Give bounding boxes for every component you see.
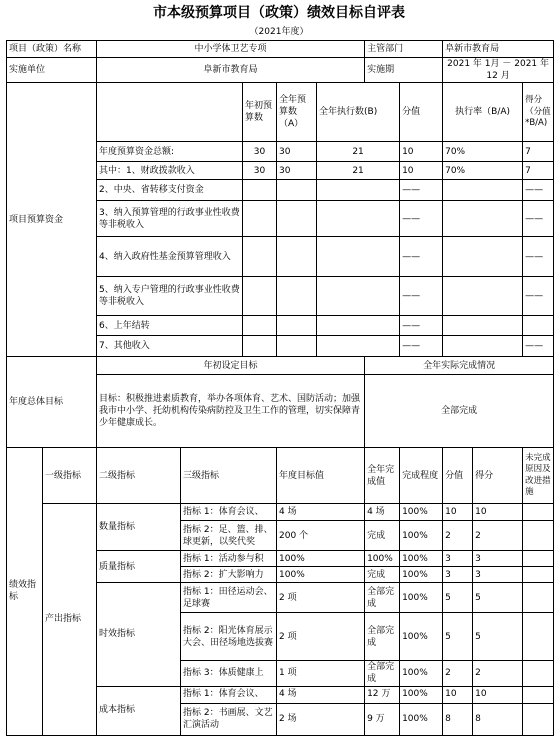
budget-row-points: 7 (523, 142, 554, 162)
budget-row-label: 3、纳入预算管理的行政事业性收费等非税收入 (97, 201, 243, 237)
indicator-degree: 100% (400, 567, 443, 583)
indicator-name: 指标 2：扩大影响力 (181, 567, 277, 583)
budget-row-points (523, 316, 554, 336)
indicator-actual: 12 万 (365, 686, 400, 703)
dept-value: 阜新市教育局 (443, 41, 554, 58)
indicator-level1-output: 产出指标 (43, 504, 97, 735)
indicator-reason (523, 613, 554, 661)
budget-row-full (277, 201, 317, 237)
indicator-section-label: 绩效指标 (7, 448, 43, 735)
annual-goal-actual-text: 全部完成 (365, 375, 554, 448)
indicator-target: 2 场 (277, 703, 365, 735)
budget-row-initial (243, 316, 277, 336)
budget-row-initial (243, 237, 277, 277)
impl-unit-value: 阜新市教育局 (97, 58, 365, 83)
budget-row-label: 年度预算资金总额: (97, 142, 243, 162)
indicator-points: 5 (473, 613, 523, 661)
budget-header-exec: 全年执行数(B) (317, 83, 400, 142)
indicator-points: 3 (473, 567, 523, 583)
indicator-actual: 全部完成 (365, 661, 400, 686)
indicator-target: 1 项 (277, 661, 365, 686)
indicator-reason (523, 583, 554, 613)
indicator-group-name: 数量指标 (97, 504, 181, 551)
indicator-header-score: 分值 (443, 448, 473, 504)
budget-row-initial: 30 (243, 142, 277, 162)
indicator-name: 指标 1：田径运动会、足球赛 (181, 583, 277, 613)
indicator-reason (523, 504, 554, 521)
indicator-points: 2 (473, 661, 523, 686)
info-row-impl (7, 58, 554, 83)
annual-goal-actual-header: 全年实际完成情况 (365, 357, 554, 375)
budget-row-full (277, 237, 317, 277)
indicator-group-name: 成本指标 (97, 686, 181, 735)
budget-row-label: 5、纳入专户管理的行政事业性收费等非税收入 (97, 277, 243, 316)
indicator-target: 100% (277, 551, 365, 567)
budget-row-rate (443, 237, 523, 277)
indicator-header-row (7, 448, 554, 504)
indicator-actual: 全部完成 (365, 583, 400, 613)
indicator-score: 3 (443, 551, 473, 567)
indicator-score: 2 (443, 521, 473, 551)
budget-row-full (277, 336, 317, 357)
indicator-row (7, 504, 554, 521)
indicator-header-target: 年度目标值 (277, 448, 365, 504)
budget-row-score: —— (400, 237, 443, 277)
document-title: 市本级预算项目（政策）绩效目标自评表 (153, 5, 405, 21)
budget-row-rate (443, 336, 523, 357)
indicator-points: 2 (473, 521, 523, 551)
budget-row-initial (243, 336, 277, 357)
budget-row-full: 30 (277, 142, 317, 162)
impl-period-label: 实施期 (365, 58, 443, 83)
budget-row-exec: 21 (317, 142, 400, 162)
indicator-target: 4 场 (277, 686, 365, 703)
indicator-reason (523, 686, 554, 703)
budget-row-points: —— (523, 277, 554, 316)
indicator-score: 5 (443, 583, 473, 613)
indicator-degree: 100% (400, 504, 443, 521)
indicator-degree: 100% (400, 686, 443, 703)
indicator-name: 指标 1：体育会议、 (181, 504, 277, 521)
info-row-project (7, 41, 554, 58)
budget-row-score: —— (400, 277, 443, 316)
indicator-degree: 100% (400, 551, 443, 567)
dept-label: 主管部门 (365, 41, 443, 58)
indicator-header-level3: 三级指标 (181, 448, 277, 504)
budget-row-score: —— (400, 180, 443, 201)
budget-row-points: 7 (523, 162, 554, 180)
indicator-degree: 100% (400, 703, 443, 735)
indicator-actual: 4 场 (365, 504, 400, 521)
budget-header-score: 分值 (400, 83, 443, 142)
impl-unit-label: 实施单位 (7, 58, 97, 83)
indicator-degree: 100% (400, 613, 443, 661)
indicator-header-degree: 完成程度 (400, 448, 443, 504)
budget-row-rate: 70% (443, 162, 523, 180)
budget-section-label: 项目预算资金 (7, 83, 97, 357)
indicator-actual: 9 万 (365, 703, 400, 735)
indicator-header-reason: 未完成原因及改进措施 (523, 448, 554, 504)
indicator-name: 指标 1：体育会议、 (181, 686, 277, 703)
indicator-header-level2: 二级指标 (97, 448, 181, 504)
budget-row-initial (243, 277, 277, 316)
budget-row-label: 4、纳入政府性基金预算管理收入 (97, 237, 243, 277)
indicator-target: 200 个 (277, 521, 365, 551)
indicator-group-name: 时效指标 (97, 583, 181, 686)
indicator-actual: 完成 (365, 567, 400, 583)
indicator-name: 指标 2：阳光体育展示大会、田径场地选拔赛 (181, 613, 277, 661)
budget-row-exec (317, 237, 400, 277)
budget-row-exec (317, 201, 400, 237)
budget-row-exec (317, 180, 400, 201)
document-subtitle: （2021年度） (249, 27, 309, 37)
indicator-name: 指标 3：体质健康上 (181, 661, 277, 686)
budget-row-full (277, 316, 317, 336)
indicator-name: 指标 1：活动参与积 (181, 551, 277, 567)
indicator-score: 2 (443, 661, 473, 686)
project-name-value: 中小学体卫艺专项 (97, 41, 365, 58)
indicator-points: 10 (473, 504, 523, 521)
budget-row-rate (443, 201, 523, 237)
indicator-target: 100% (277, 567, 365, 583)
budget-row-rate: 70% (443, 142, 523, 162)
budget-row-label: 其中：1、财政拨款收入 (97, 162, 243, 180)
indicator-target: 2 项 (277, 583, 365, 613)
indicator-degree: 100% (400, 661, 443, 686)
budget-row-full: 30 (277, 162, 317, 180)
indicator-points: 8 (473, 703, 523, 735)
budget-row-label: 6、上年结转 (97, 316, 243, 336)
indicator-header-actual: 全年完成值 (365, 448, 400, 504)
budget-header-points: 得分（分值*B/A) (523, 83, 554, 142)
indicator-header-level1: 一级指标 (43, 448, 97, 504)
annual-goal-initial-header: 年初设定目标 (97, 357, 365, 375)
indicator-target: 2 项 (277, 613, 365, 661)
budget-row-initial (243, 201, 277, 237)
indicator-score: 10 (443, 686, 473, 703)
budget-row-points: —— (523, 336, 554, 357)
indicator-name: 指标 2：书画展、文艺汇演活动 (181, 703, 277, 735)
budget-header-blank (97, 83, 243, 142)
annual-goal-text: 目标：积极推进素质教育，举办各项体育、艺术、国防活动；加强我市中小学、托幼机构传染病防控及卫生工作的管理，切实保障青少年健康成长。 (97, 375, 365, 448)
indicator-points: 10 (473, 686, 523, 703)
impl-period-value: 2021 年 1月 － 2021 年 12 月 (443, 58, 554, 83)
budget-row-rate (443, 277, 523, 316)
budget-row-exec (317, 336, 400, 357)
indicator-target: 4 场 (277, 504, 365, 521)
budget-row-rate (443, 180, 523, 201)
budget-header-full: 全年预算数（A） (277, 83, 317, 142)
annual-goal-label: 年度总体目标 (7, 357, 97, 448)
indicator-reason (523, 551, 554, 567)
indicator-degree: 100% (400, 521, 443, 551)
budget-header-rate: 执行率（B/A) (443, 83, 523, 142)
budget-row-score: —— (400, 201, 443, 237)
indicator-reason (523, 521, 554, 551)
budget-row-rate (443, 316, 523, 336)
indicator-actual: 100% (365, 551, 400, 567)
indicator-actual: 全部完成 (365, 613, 400, 661)
budget-row-exec: 21 (317, 162, 400, 180)
indicator-degree: 100% (400, 583, 443, 613)
indicator-header-points: 得分 (473, 448, 523, 504)
indicator-reason (523, 661, 554, 686)
budget-row-label: 2、中央、省转移支付资金 (97, 180, 243, 201)
indicator-points: 5 (473, 583, 523, 613)
indicator-score: 5 (443, 613, 473, 661)
indicator-reason (523, 567, 554, 583)
budget-row-initial: 30 (243, 162, 277, 180)
budget-row-score: 10 (400, 142, 443, 162)
budget-row-points: —— (523, 237, 554, 277)
budget-row-label: 7、其他收入 (97, 336, 243, 357)
annual-goal-header-row (7, 357, 554, 375)
budget-row-points: —— (523, 201, 554, 237)
budget-row-score: 10 (400, 162, 443, 180)
budget-row-full (277, 277, 317, 316)
indicator-reason (523, 703, 554, 735)
indicator-score: 10 (443, 504, 473, 521)
indicator-points: 3 (473, 551, 523, 567)
budget-header-row (7, 83, 554, 142)
budget-row-score: —— (400, 316, 443, 336)
indicator-name: 指标 2：足、篮、排、球更新，以奖代奖 (181, 521, 277, 551)
budget-row-initial (243, 180, 277, 201)
project-name-label: 项目（政策）名称 (7, 41, 97, 58)
budget-row-exec (317, 277, 400, 316)
budget-row-exec (317, 316, 400, 336)
indicator-score: 3 (443, 567, 473, 583)
indicator-actual: 完成 (365, 521, 400, 551)
indicator-score: 8 (443, 703, 473, 735)
budget-header-initial: 年初预算数 (243, 83, 277, 142)
indicator-group-name: 质量指标 (97, 551, 181, 583)
evaluation-table (6, 40, 554, 736)
budget-row-full (277, 180, 317, 201)
budget-row-points: —— (523, 180, 554, 201)
budget-row-score: —— (400, 336, 443, 357)
